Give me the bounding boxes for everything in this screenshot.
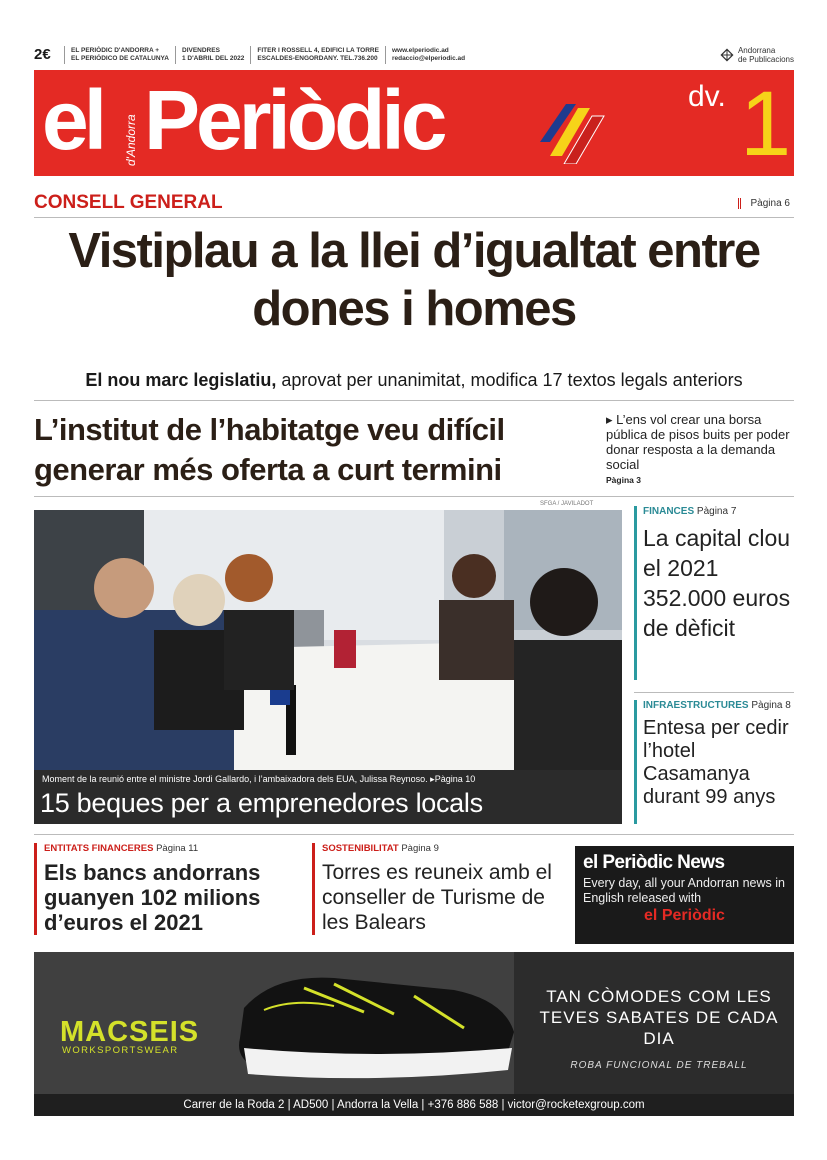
brand-subtitle: WORKSPORTSWEAR <box>62 1045 179 1056</box>
masthead-title: Periòdic <box>144 73 444 167</box>
infrastructure-headline[interactable]: Entesa per cedir l’hotel Casamanya durant 99 anys <box>643 717 789 808</box>
brand-logo: MACSEIS <box>60 1016 200 1048</box>
lead-standfirst: El nou marc legislatiu, aprovat per unanimitat, modifica 17 textos legals anteriors <box>85 370 743 390</box>
news-promo-text: Every day, all your Andorran news in English released with <box>583 876 785 905</box>
sustainability-headline[interactable]: Torres es reuneix amb el conseller de Turisme de les Balears <box>322 861 552 934</box>
ad-tagline: ROBA FUNCIONAL DE TREBALL <box>570 1060 748 1071</box>
issue-date: DIVENDRES 1 D'ABRIL DEL 2022 <box>175 46 250 64</box>
ad-contact-footer[interactable]: Carrer de la Roda 2 | AD500 | Andorra la Vella | +376 886 588 | victor@rocketexgroup.com <box>34 1094 794 1116</box>
paper-names: EL PERIÒDIC D'ANDORRA + EL PERIÓDICO DE CATALUNYA <box>64 46 175 64</box>
price: 2€ <box>34 46 51 63</box>
news-promo-title: el Periòdic News <box>583 852 725 873</box>
ad-slogan: TAN CÒMODES COM LES TEVES SABATES DE CADA DIA <box>539 987 779 1048</box>
page-reference: Pàgina 3 <box>606 475 641 485</box>
web-contact[interactable]: www.elperiodic.ad redaccio@elperiodic.ad <box>385 46 471 64</box>
sustainability-story[interactable] <box>312 843 562 935</box>
finances-headline[interactable]: La capital clou el 2021 352.000 euros de dèficit <box>643 525 791 641</box>
divider <box>634 692 794 693</box>
triangle-bullet-icon: ▸ <box>606 412 617 427</box>
news-promo-brand: el Periòdic <box>644 907 725 924</box>
banks-tag: ENTITATS FINANCERES Pàgina 11 <box>44 843 199 854</box>
lead-headline[interactable]: Vistiplau a la llei d’igualtat entre dones i homes <box>68 224 760 336</box>
advertisement[interactable] <box>34 952 794 1116</box>
photo-credit: SFGA / JAVILADOT <box>540 501 594 507</box>
info-strip <box>34 44 794 66</box>
flag-stripes-icon <box>536 104 606 164</box>
masthead-andorra: d'Andorra <box>124 114 138 166</box>
day-abbreviation: dv. <box>688 80 726 113</box>
masthead[interactable] <box>34 70 794 176</box>
lead-section-bar <box>34 192 794 218</box>
housing-headline[interactable]: L’institut de l’habitatge veu difícil generar més oferta a curt termini <box>34 412 505 487</box>
infrastructure-tag: INFRAESTRUCTURES Pàgina 8 <box>643 700 791 711</box>
publisher: Andorrana de Publicacions <box>720 46 794 64</box>
photo-headline[interactable]: 15 beques per a emprenedores locals <box>40 788 483 818</box>
diamond-logo-icon <box>720 48 734 62</box>
news-promo-box[interactable] <box>575 846 794 944</box>
day-number: 1 <box>740 73 792 175</box>
banks-headline[interactable]: Els bancs andorrans guanyen 102 milions d’euros el 2021 <box>44 860 261 935</box>
finances-tag: FINANCES Pàgina 7 <box>643 506 737 517</box>
page-reference[interactable]: Pàgina 6 <box>738 198 790 209</box>
housing-summary[interactable]: ▸ L’ens vol crear una borsa pública de pisos buits per poder donar resposta a la demanda social Pàgina 3 <box>606 412 794 488</box>
meeting-photo[interactable] <box>34 510 622 824</box>
banks-story[interactable] <box>34 843 300 935</box>
address: FITER I ROSSELL 4, EDIFICI LA TORRE ESCALDES-ENGORDANY. TEL.736.200 <box>250 46 385 64</box>
section-label[interactable]: CONSELL GENERAL <box>34 192 223 213</box>
divider <box>34 400 794 401</box>
infrastructure-story[interactable] <box>634 700 794 824</box>
divider <box>34 834 794 835</box>
photo-caption: Moment de la reunió entre el ministre Jordi Gallardo, i l’ambaixadora dels EUA, Julissa Reynoso. ▸Pàgina 10 <box>42 774 476 784</box>
finances-story[interactable] <box>634 506 794 680</box>
divider <box>34 496 794 497</box>
sustainability-tag: SOSTENIBILITAT Pàgina 9 <box>322 843 439 854</box>
masthead-el: el <box>42 73 103 167</box>
